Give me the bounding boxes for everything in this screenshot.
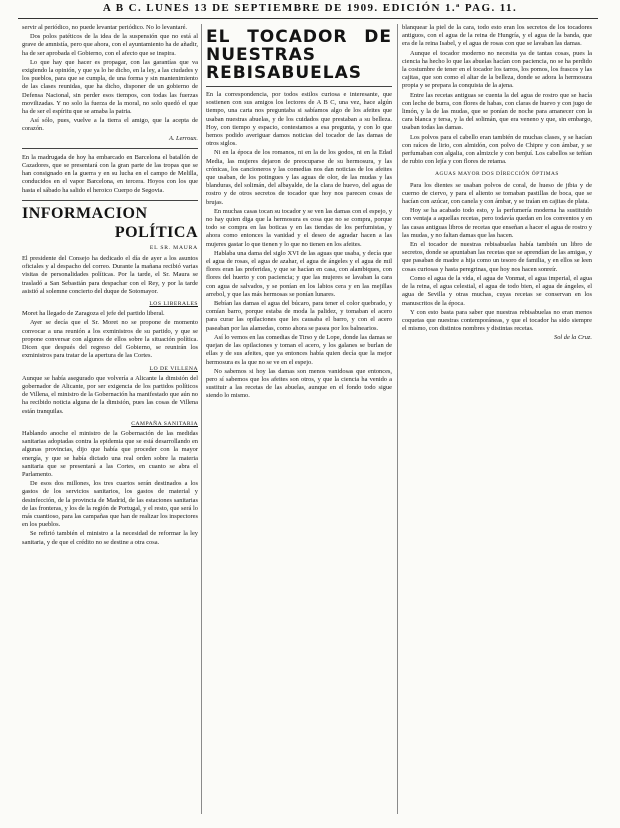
- subheading-liberales: LOS LIBERALES: [149, 301, 198, 308]
- article-paragraph: Aunque se había asegurado que volvería a Alicante la dimisión del gobernador de Alicante, por ser exigencia de los partidos políticos de Villena, el ministro de la Gobernación ha manifestado que aún no ha recibido noticia alguna de la dimisión, pues las cosas de Villena están tranquilas.: [22, 374, 198, 415]
- article-paragraph: Hoy se ha acabado todo esto, y la perfumería moderna ha sustituido con ventaja a aquellas recetas, pero todavía quedan en los conventos y en las casas antiguas libros de recetas que enseñan a hacer el agua de rostro y las mudas, y no faltan damas que las hacen.: [402, 207, 592, 239]
- subheading-campana: CAMPAÑA SANITARIA: [131, 420, 198, 427]
- news-brief: En la madrugada de hoy ha embarcado en Barcelona el batallón de Cazadores, que se presentará con la gran parte de las tropas que se han consignado en la guerra y en su lucha en el campo de Melilla, conducidos en el vapor Barcelona, en tercera. Hoyos con los que hasta el sábado ha salido el heroico Cuerpo de Segovia.: [22, 153, 198, 194]
- column-divider: [201, 24, 202, 814]
- subheading-aguas: AGUAS MAYOR DOS DÍRECCIÓN ÓPTIMAS: [435, 171, 559, 178]
- article-paragraph: Ni en la época de los romanos, ni en la de los godos, ni en la Edad Media, las mujeres dejaron de preocuparse de su hermosura, y las crónicas, los cancioneros y las comedias nos dan noticias de los afeites que usaban, de los potingues y las aguas de olor, de las mudas y las blanduras, del solimán, del albayalde, de la clara de huevo, del agua de rostro y de otros secretos de tocador que hoy nos parecen cosas de brujas.: [206, 149, 392, 206]
- article-paragraph: Bebían las damas el agua del búcaro, para tener el color quebrado, y comían barro, porque estaba de moda la palidez, y tomaban el acero para curar las opilaciones que les causaba el barro, y con el acero paseaban por las alamedas, como ahora se pasea por los balnearios.: [206, 300, 392, 332]
- article-paragraph: Así sólo, pues, vuelve a la tierra el amigo, que la acepta de corazón.: [22, 117, 198, 133]
- article-title: EL TOCADOR DE NUESTRAS REBISABUELAS: [206, 27, 392, 83]
- article-paragraph: Moret ha llegado de Zaragoza el jefe del partido liberal.: [22, 310, 165, 318]
- article-paragraph: Hablaba una dama del siglo XVI de las aguas que usaba, y decía que el agua de rosas, el agua de azahar, el agua de ángeles y el agua de mil flores eran las preferidas, y que se hacían en casa, con alambiques, con flores del huerto y con paciencia; y que las mujeres se lavaban la cara con agua de salvados, y se ponían en los labios cera y en las mejillas arrebol, y que las más hermosas se ponían lunares.: [206, 249, 392, 298]
- article-paragraph: En la correspondencia, por todos estilos curiosa e interesante, que sostienen con sus amigos los lectores de A B C, una vez, hace algún tiempo, una carta nos preguntaba si sabíamos algo de los afeites que usaban nuestras abuelas, y de los cuidados que prestaban a su belleza. Hoy, con tiempo y espacio, contestamos a esa pregunta, y con lo que hemos podido averiguar damos noticias del tocador de las damas de otros siglos.: [206, 91, 392, 148]
- column-left: [22, 24, 198, 822]
- article-paragraph: Dos polos patéticos de la idea de la suspensión que no está al grave de amnistía, pero que ahora, con el ayuntamiento ha de añadir, ha de ser aprobada el Gobierno, con el afecto que se inspira.: [22, 33, 198, 57]
- article-signature: A. Lerroux.: [168, 134, 198, 142]
- column-divider: [397, 24, 398, 814]
- article-paragraph: blanquear la piel de la cara, todo esto eran los secretos de los tocadores antiguos, con el agua de la reina de Hungría, y el agua de la banda, que era de la reina Isabel, y el agua de rosas con que se lavaban las damas.: [402, 24, 592, 48]
- column-middle: [206, 24, 392, 822]
- article-paragraph: De esos dos millones, los tres cuartos serán destinados a los gastos de los servicios sanitarios, los gastos de material y desinfección, de la provincia de Madrid, de las estaciones sanitarias de las fronteras, y los de la región de Portugal, y el resto, que será lo más cuantioso, para las campañas que han de realizar los inspectores en los pueblos.: [22, 480, 198, 529]
- article-paragraph: Aunque el tocador moderno no necesita ya de tantas cosas, pues la ciencia ha hecho lo que las abuelas hacían con paciencia, no se ha perdido la costumbre de tener en el tocador los tarros, los pomos, los frascos y las cajitas, que son como el altar de la belleza, donde se adora la hermosura propia y se prepara la conquista de la ajena.: [402, 49, 592, 90]
- section-title-line-2: POLÍTICA: [114, 223, 198, 241]
- article-paragraph: servir al periódico, no puede levantar periódico. No lo levantaré.: [22, 24, 188, 31]
- section-rule: [22, 200, 198, 201]
- article-paragraph: Entre las recetas antiguas se cuenta la del agua de rostro que se hacía con leche de burra, con flores de habas, con claras de huevo y con jugo de limón, y la de las mudas, que se ponían de noche para amanecer con la cara blanca y tersa, y la del solimán, que era veneno y que, sin embargo, usaban todas las damas.: [402, 91, 592, 132]
- title-rule: [206, 86, 392, 87]
- article-paragraph: Ayer se decía que el Sr. Moret no se propone de momento convocar a una reunión a los exministros de su partido, y que se propone conversar con algunos de ellos sobre la situación política. Dicen que después del regreso del Gobierno, se reunirán los exministros para tratar de la apertura de las Cortes.: [22, 319, 198, 360]
- article-paragraph: En muchas casas tocan su tocador y se ven las damas con el espejo, y no hay quien diga que la hermosura es cosa que no se compra, porque todo se compra en las boticas y en las tiendas de los perfumistas, y ahora como entonces la vanidad y el deseo de agradar hacen a las mujeres gastar lo que tienen y lo que no tienen en los afeites.: [206, 207, 392, 248]
- article-paragraph: Para los dientes se usaban polvos de coral, de hueso de jibia y de cuerno de ciervo, y para el aliento se tomaban pastillas de boca, que se hacían con azúcar, con canela y con ámbar, y se traían en cajitas de plata.: [402, 181, 592, 206]
- header-rule: [18, 18, 598, 19]
- column-right: [402, 24, 592, 822]
- article-paragraph: El presidente del Consejo ha dedicado el día de ayer a los asuntos oficiales y al despacho del correo. Durante la mañana recibió varias visitas de personalidades políticas. Por la tarde, el Sr. Maura se trasladó a San Sebastián para despachar con el Rey, y por la tarde asistió al solemne concierto del duque de Sotomayor.: [22, 255, 198, 295]
- article-signature: Sol de la Cruz.: [554, 334, 592, 342]
- article-paragraph: Hablando anoche el ministro de la Gobernación de las medidas sanitarias adoptadas contra la epidemia que se está desarrollando en algunas provincias, dijo que había que proceder con la mayor energía, y que se había dictado una real orden sobre la materia sanitaria que se presentará a las Cortes, en cuanto se abra el Parlamento.: [22, 429, 198, 478]
- section-kicker: EL SR. MAURA: [149, 244, 198, 251]
- page-header: A B C. LUNES 13 DE SEPTIEMBRE DE 1909. EDICIÓN 1.ª PAG. 11.: [102, 2, 518, 14]
- article-paragraph: Como el agua de la vida, el agua de Vonmat, el agua imperial, el agua de la reina, el agua celestial, el agua de todo bien, el agua de ángeles, el agua de Sevilla y otras muchas, cuyas recetas se conservan en los manuscritos de la época.: [402, 274, 592, 307]
- article-paragraph: Y con esto basta para saber que nuestras rebisabuelas no eran menos coquetas que nuestras contemporáneas, y que el tocador ha sido siempre el mismo, con distintos nombres y distintas recetas.: [402, 308, 592, 333]
- article-paragraph: Así lo vemos en las comedias de Tirso y de Lope, donde las damas se quejan de las opilaciones y toman el acero, y los galanes se burlan de ellas y de sus afeites, que ya entonces había quien decía que la mejor hermosura es la que no se ve en el espejo.: [206, 333, 392, 366]
- page-bottom-margin: [0, 814, 620, 828]
- section-title-line-1: INFORMACION: [22, 204, 148, 222]
- article-paragraph: En el tocador de nuestras rebisabuelas había también un libro de secretos, donde se apuntaban las recetas que se aprendían de las amigas, y que pasaban de madre a hija como un tesoro de familia, y en ellos se leen cosas curiosas y hasta peregrinas, que hoy nos hacen sonreír.: [402, 241, 592, 273]
- article-paragraph: No sabemos si hoy las damas son menos vanidosas que entonces, pero sí sabemos que los afeites son otros, y que la ciencia ha venido a sustituir a las recetas de las abuelas, aunque en el fondo todo sigue siendo lo mismo.: [206, 367, 392, 400]
- section-rule: [22, 148, 198, 149]
- article-paragraph: Los polvos para el cabello eran también de muchas clases, y se hacían con raíces de lirio, con almidón, con polvo de Chipre y con ámbar, y se perfumaban con algalia, con almizcle y con benjuí. Los cabellos se teñían de rubio con lejía y con flores de retama.: [402, 133, 592, 166]
- article-paragraph: Lo que hay que hacer es propagar, con las garantías que va exigiendo la opinión, y que ya lo he dicho, en la ley, a las ciudades y los pueblos, para que se cumpla, de una forma y sin mantenimiento de las clases reunidas, que ha dicho, disponer de un gobierno de Defensa Nacional, sin perder esos tiempos, con todas las fuerzas movilizadas. Y no solo la fuerza de la moral, no solo quedó el que ha de ser el espíritu que se amaba la patria.: [22, 58, 198, 116]
- subheading-villena: LO DE VILLENA: [149, 365, 198, 372]
- article-paragraph: Se refirió también el ministro a la necesidad de reformar la ley sanitaria, y de que el crédito no se destine a otra cosa.: [22, 530, 198, 546]
